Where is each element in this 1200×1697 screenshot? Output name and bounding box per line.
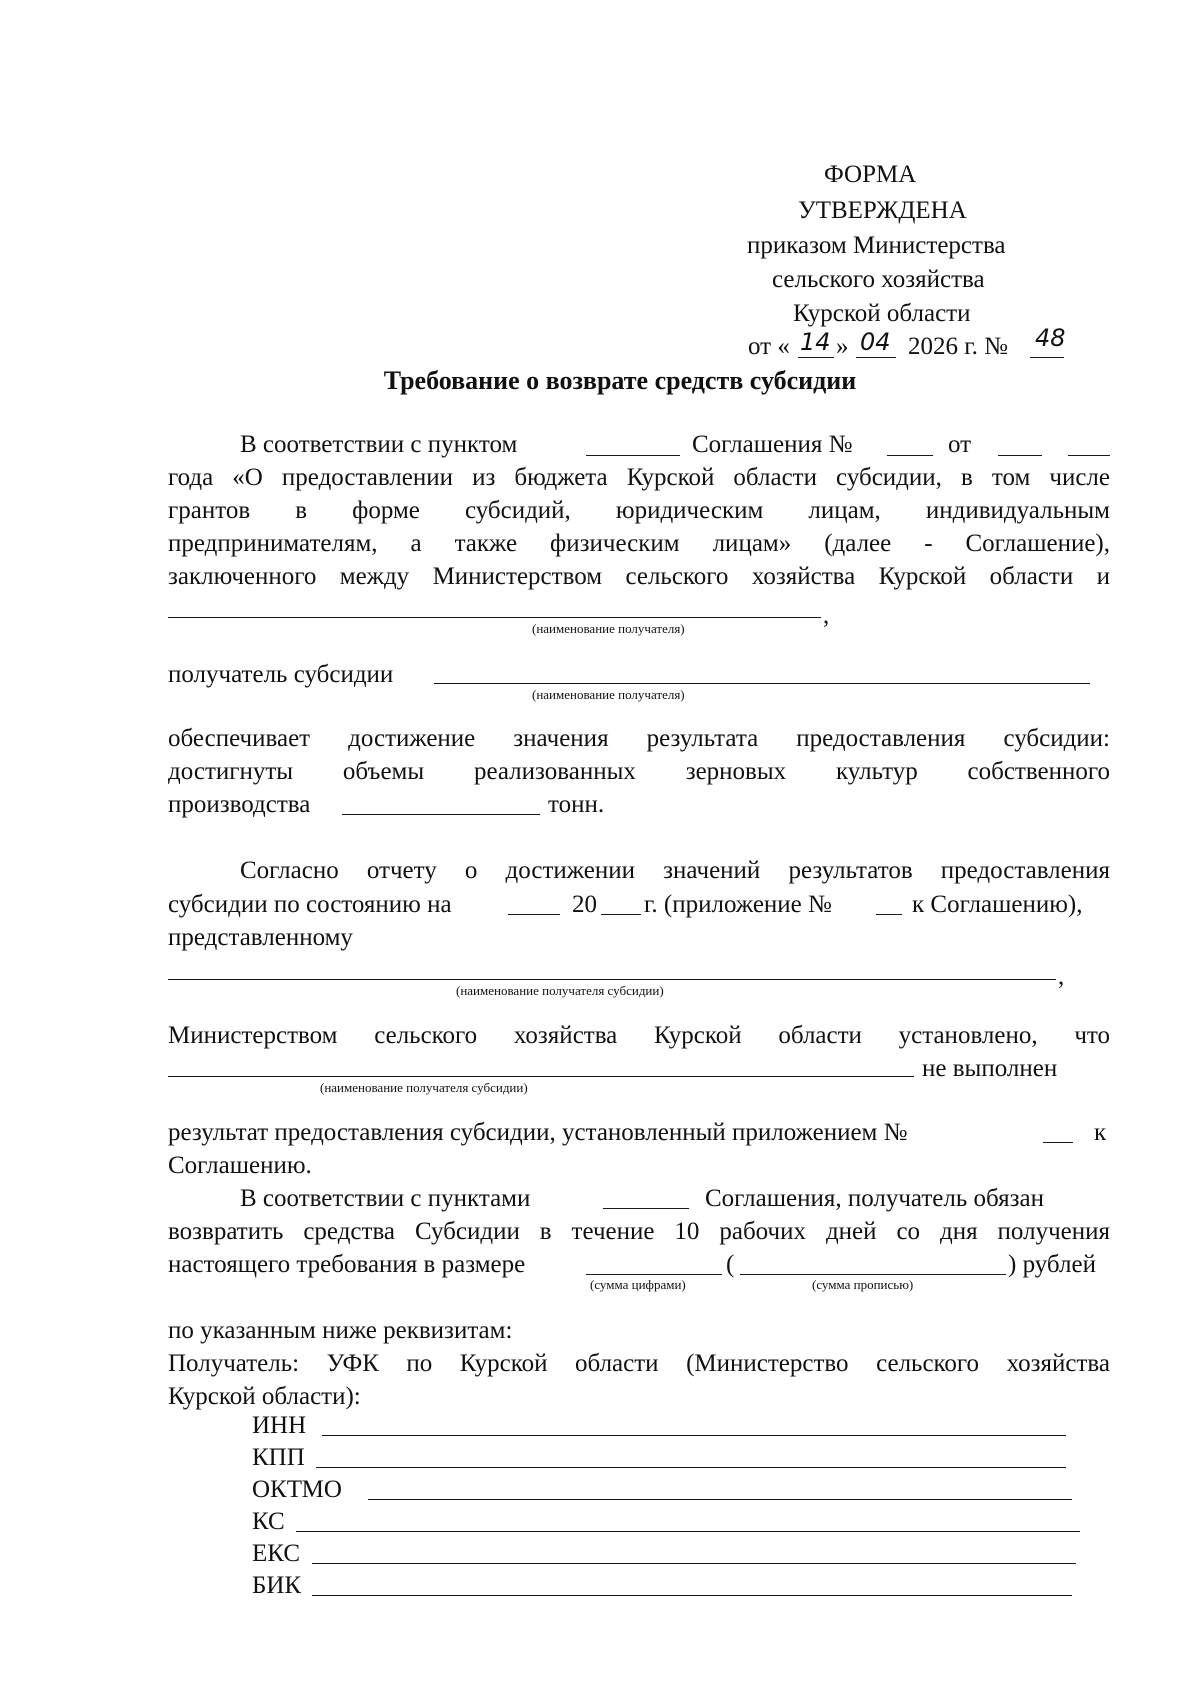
p5-line1-b: Соглашения, получатель обязан bbox=[705, 1185, 1044, 1212]
clauses-blank bbox=[603, 1208, 689, 1209]
p1-line5: заключенного между Министерством сельского хозяйства Курской области и bbox=[168, 563, 1110, 590]
p1-comma: , bbox=[823, 602, 830, 629]
agreement-date-blank-2 bbox=[1068, 455, 1110, 456]
p2-line1: обеспечивает достижение значения результата предоставления субсидии: bbox=[168, 725, 1110, 752]
number-underline bbox=[1030, 357, 1064, 358]
approval-date-prefix: от « bbox=[748, 333, 790, 360]
eks-field[interactable] bbox=[312, 1563, 1076, 1564]
month-underline bbox=[856, 357, 896, 358]
report-date-blank bbox=[508, 914, 560, 915]
p5-line2: возвратить средства Субсидии в течение 10 рабочих дней со дня получения bbox=[168, 1218, 1110, 1245]
p1-line2: года «О предоставлении из бюджета Курской области субсидии, в том числе bbox=[168, 464, 1110, 491]
inn-label: ИНН bbox=[252, 1412, 307, 1439]
inn-field[interactable] bbox=[322, 1435, 1066, 1436]
recipient-name-field[interactable] bbox=[168, 617, 821, 618]
p4-line3-a: результат предоставления субсидии, установленный приложением № bbox=[168, 1119, 908, 1146]
p1-line1-c: от bbox=[948, 431, 972, 458]
approval-month: 04 bbox=[860, 328, 891, 356]
report-year-blank bbox=[601, 914, 641, 915]
kpp-label: КПП bbox=[252, 1444, 305, 1471]
oktmo-label: ОКТМО bbox=[252, 1476, 342, 1503]
p3-line2-c: г. (приложение № bbox=[644, 891, 832, 918]
approval-line-1: приказом Министерства bbox=[747, 232, 1006, 259]
caption-recipient-name: (наименование получателя) bbox=[532, 621, 685, 636]
p3-line2-a: субсидии по состоянию на bbox=[168, 891, 452, 918]
clause-blank bbox=[586, 455, 680, 456]
p2-line3-end: тонн. bbox=[548, 791, 605, 818]
bik-label: БИК bbox=[252, 1572, 302, 1599]
p5-line3-a: настоящего требования в размере bbox=[168, 1251, 526, 1278]
p5-paren-open: ( bbox=[726, 1251, 735, 1278]
p4-not-done: не выполнен bbox=[922, 1055, 1058, 1082]
p3-line3: представленному bbox=[168, 924, 353, 951]
caption-recipient-name-2: (наименование получателя) bbox=[532, 687, 685, 702]
approval-day: 14 bbox=[800, 328, 831, 356]
agreement-number-blank bbox=[887, 455, 933, 456]
approval-year: 2026 г. № bbox=[908, 333, 1009, 360]
approval-utverzhdena: УТВЕРЖДЕНА bbox=[798, 197, 967, 224]
approval-line-2: сельского хозяйства bbox=[772, 266, 985, 293]
caption-sum-digits: (сумма цифрами) bbox=[590, 1277, 686, 1292]
p5-line3-b: ) рублей bbox=[1008, 1251, 1096, 1278]
volume-tons-field[interactable] bbox=[342, 814, 540, 815]
approval-quote-close: » bbox=[836, 333, 849, 360]
p1-line1-a: В соответствии с пунктом bbox=[240, 431, 518, 458]
agreement-date-blank-1 bbox=[998, 455, 1042, 456]
p4-line4: Соглашению. bbox=[168, 1152, 312, 1179]
requisites-intro: по указанным ниже реквизитам: bbox=[168, 1317, 513, 1344]
p1-line3: грантов в форме субсидий, юридическим лицам, индивидуальным bbox=[168, 497, 1110, 524]
caption-sum-words: (сумма прописью) bbox=[812, 1277, 914, 1292]
p5-line1-a: В соответствии с пунктами bbox=[240, 1185, 531, 1212]
p3-line2-b: 20 bbox=[572, 891, 597, 918]
subsidy-recipient-name-field[interactable] bbox=[168, 979, 1056, 980]
p3-comma: , bbox=[1058, 963, 1065, 990]
ks-label: КС bbox=[252, 1508, 285, 1535]
p3-line1: Согласно отчету о достижении значений результатов предоставления bbox=[240, 857, 1110, 884]
day-underline bbox=[798, 357, 834, 358]
approval-line-3: Курской области bbox=[793, 300, 971, 327]
p3-line2-d: к Соглашению), bbox=[912, 891, 1083, 918]
p4-line3-b: к bbox=[1094, 1119, 1107, 1146]
caption-subsidy-recipient-2: (наименование получателя субсидии) bbox=[320, 1080, 528, 1095]
p1-line4: предпринимателям, а также физическим лицам» (далее - Соглашение), bbox=[168, 530, 1110, 557]
recipient-label: получатель субсидии bbox=[168, 661, 394, 688]
p1-line1-b: Соглашения № bbox=[692, 431, 853, 458]
ks-field[interactable] bbox=[296, 1531, 1080, 1532]
sum-digits-field[interactable] bbox=[586, 1274, 722, 1275]
payee-line1: Получатель: УФК по Курской области (Министерство сельского хозяйства bbox=[168, 1350, 1110, 1377]
payee-line2: Курской области): bbox=[168, 1383, 361, 1410]
approval-forma: ФОРМА bbox=[824, 161, 917, 188]
caption-subsidy-recipient: (наименование получателя субсидии) bbox=[456, 983, 664, 998]
sum-words-field[interactable] bbox=[740, 1274, 1006, 1275]
subsidy-recipient-name-field-2[interactable] bbox=[168, 1076, 914, 1077]
oktmo-field[interactable] bbox=[368, 1499, 1072, 1500]
result-appendix-blank bbox=[1043, 1142, 1073, 1143]
approval-number: 48 bbox=[1035, 324, 1066, 352]
bik-field[interactable] bbox=[312, 1595, 1072, 1596]
appendix-number-blank bbox=[876, 914, 902, 915]
kpp-field[interactable] bbox=[316, 1467, 1066, 1468]
subsidy-recipient-field[interactable] bbox=[434, 683, 1090, 684]
document-title: Требование о возврате средств субсидии bbox=[383, 366, 857, 395]
p2-line2: достигнуты объемы реализованных зерновых культур собственного bbox=[168, 758, 1110, 785]
p4-line1: Министерством сельского хозяйства Курской области установлено, что bbox=[168, 1022, 1110, 1049]
p2-line3-start: производства bbox=[168, 791, 311, 818]
eks-label: ЕКС bbox=[252, 1540, 300, 1567]
